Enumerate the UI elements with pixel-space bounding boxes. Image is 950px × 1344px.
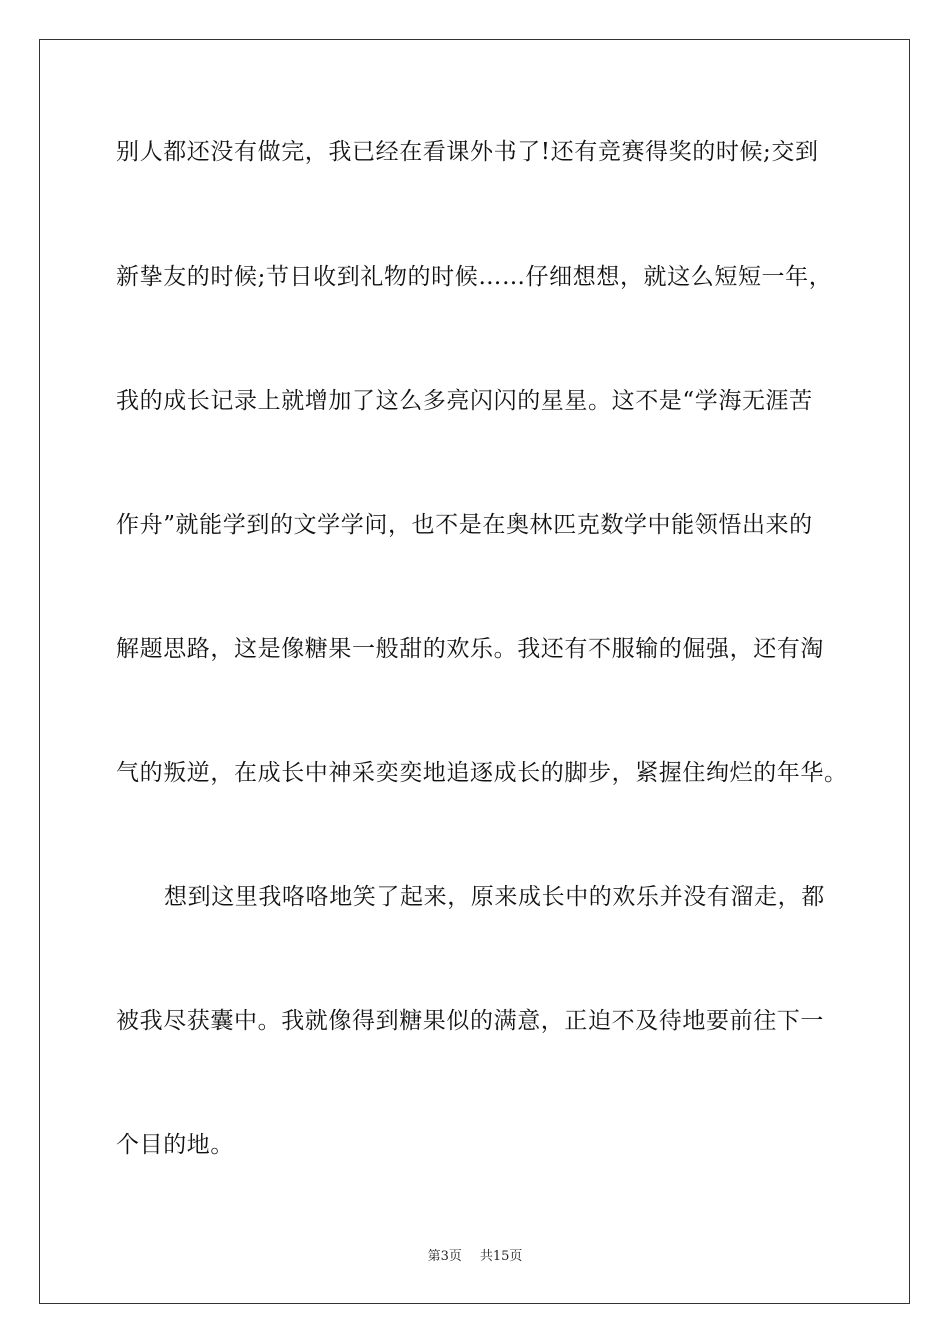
page-total: 共15页 xyxy=(479,1249,523,1264)
text-line-5: 解题思路，这是像糖果一般甜的欢乐。我还有不服输的倔强，还有淘 xyxy=(116,636,824,662)
page-frame xyxy=(39,39,910,1304)
text-line-3: 我的成长记录上就增加了这么多亮闪闪的星星。这不是“学海无涯苦 xyxy=(116,388,813,414)
page-footer xyxy=(0,1248,950,1266)
text-line-4: 作舟”就能学到的文学学问，也不是在奥林匹克数学中能领悟出来的 xyxy=(116,512,813,538)
text-line-1: 别人都还没有做完，我已经在看课外书了!还有竞赛得奖的时候;交到 xyxy=(116,139,819,165)
text-line-2: 新挚友的时候;节日收到礼物的时候……仔细想想，就这么短短一年， xyxy=(116,264,833,290)
paragraph-start-line: 想到这里我咯咯地笑了起来，原来成长中的欢乐并没有溜走，都 xyxy=(164,884,825,910)
text-line-8: 被我尽获囊中。我就像得到糖果似的满意，正迫不及待地要前往下一 xyxy=(116,1008,824,1034)
page-number: 第3页 xyxy=(427,1249,462,1264)
text-line-9: 个目的地。 xyxy=(116,1132,234,1158)
text-line-6: 气的叛逆，在成长中神采奕奕地追逐成长的脚步，紧握住绚烂的年华。 xyxy=(116,760,848,786)
